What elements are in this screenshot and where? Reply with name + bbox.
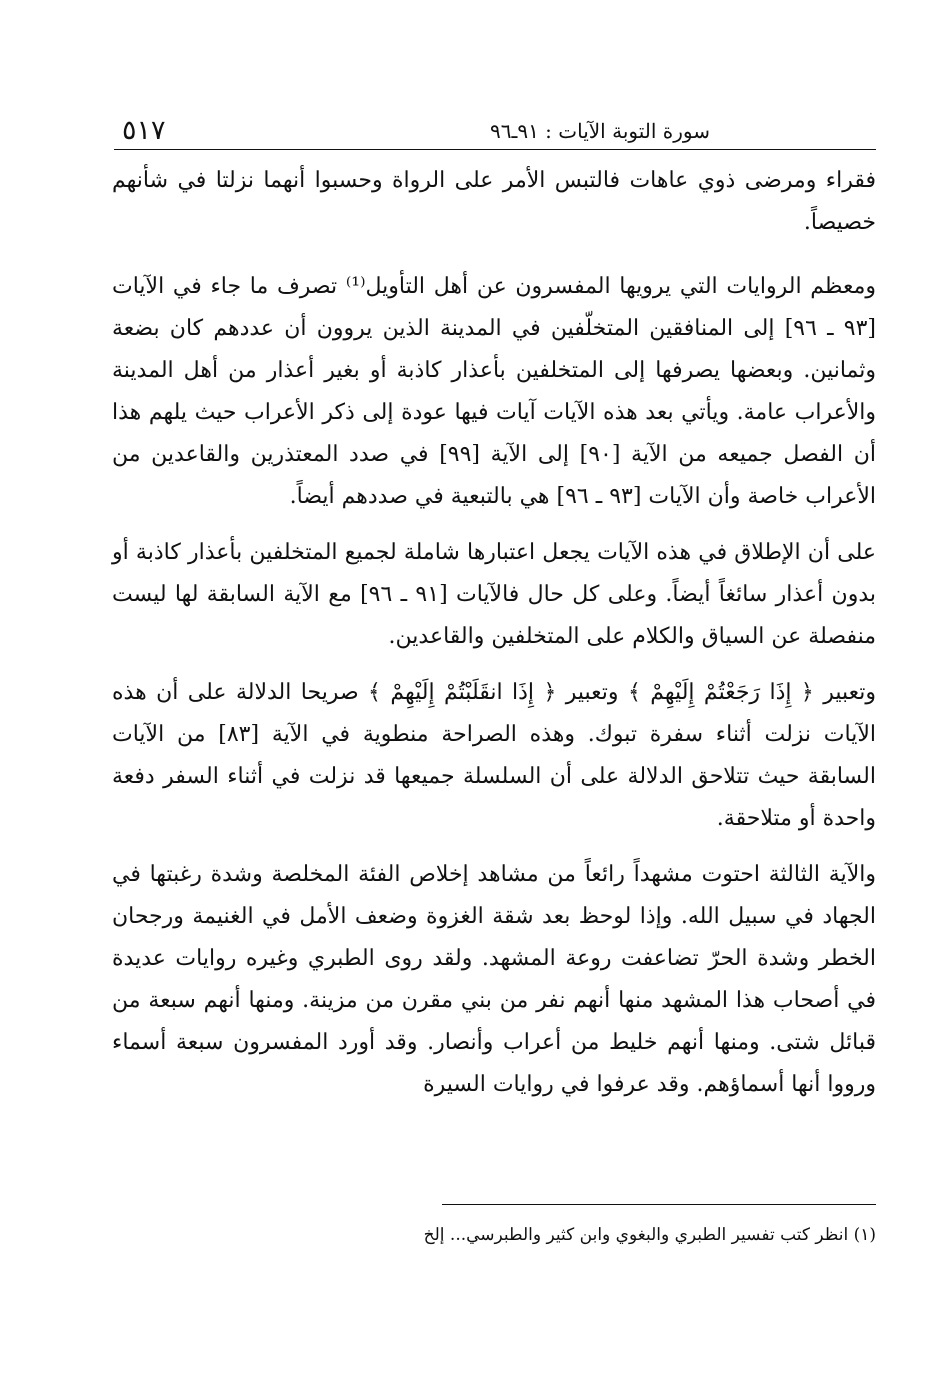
paragraph-5: والآية الثالثة احتوت مشهداً رائعاً من مشاهد إخلاص الفئة المخلصة وشدة رغبتها في الجهاد في سبيل الله. وإذا لوحظ بعد شقة الغزوة وضعف الأمل في الغنيمة ورجحان الخطر وشدة الحرّ تضاعفت روعة المشهد. ولقد روى الطبري وغيره روايات عديدة في أصحاب هذا المشهد منها أنهم نفر من بني مقرن من مزينة. ومنها أنهم سبعة من قبائل شتى. ومنها أنهم خليط من أعراب وأنصار. وقد أورد المفسرون سبعة أسماء ورووا أنها أسماؤهم. وقد عرفوا في روايات السيرة [112, 862, 876, 1097]
footnote-rule [442, 1204, 876, 1205]
paragraph-4: وتعبير ﴿ إِذَا رَجَعْتُمْ إِلَيْهِمْ ﴾ وتعبير ﴿ إِذَا انقَلَبْتُمْ إِلَيْهِمْ ﴾ صريحا الدلالة على أن هذه الآيات نزلت أثناء سفرة تبوك. وهذه الصراحة منطوية في الآية [٨٣] من الآيات السابقة حيث تتلاحق الدلالة على أن السلسلة جميعها قد نزلت في أثناء السفر دفعة واحدة أو متلاحقة. [112, 680, 877, 831]
paragraph-2: ومعظم الروايات التي يرويها المفسرون عن أهل التأويل⁽¹⁾ تصرف ما جاء في الآيات [٩٣ ـ ٩٦] إلى المنافقين المتخلّفين في المدينة الذين يروون أن عددهم كان بضعة وثمانين. وبعضها يصرفها إلى المتخلفين بأعذار كاذبة أو بغير أعذار من أهل المدينة والأعراب عامة. ويأتي بعد هذه الآيات آيات فيها عودة إلى ذكر الأعراب حيث يلهم هذا أن الفصل جميعه من الآية [٩٠] إلى الآية [٩٩] في صدد المعتذرين والقاعدين من الأعراب خاصة وأن الآيات [٩٣ ـ ٩٦] هي بالتبعية في صددهم أيضاً. [112, 274, 876, 509]
page-number: ٥١٧ [122, 115, 166, 146]
running-title: سورة التوبة الآيات : ٩١ـ٩٦ [490, 119, 710, 143]
paragraph-3: على أن الإطلاق في هذه الآيات يجعل اعتبارها شاملة لجميع المتخلفين بأعذار كاذبة أو بدون أعذار سائغاً أيضاً. وعلى كل حال فالآيات [٩١ ـ ٩٦] مع الآية السابقة لها ليست منفصلة عن السياق والكلام على المتخلفين والقاعدين. [112, 540, 876, 649]
main-text [112, 160, 876, 1120]
paragraph-1: فقراء ومرضى ذوي عاهات فالتبس الأمر على الرواة وحسبوا أنهما نزلتا في شأنهم خصيصاً. [112, 168, 876, 235]
page-header [114, 112, 876, 150]
footnote: (١) انظر كتب تفسير الطبري والبغوي وابن كثير والطبرسي... إلخ [423, 1225, 876, 1245]
header-rule [114, 149, 876, 150]
